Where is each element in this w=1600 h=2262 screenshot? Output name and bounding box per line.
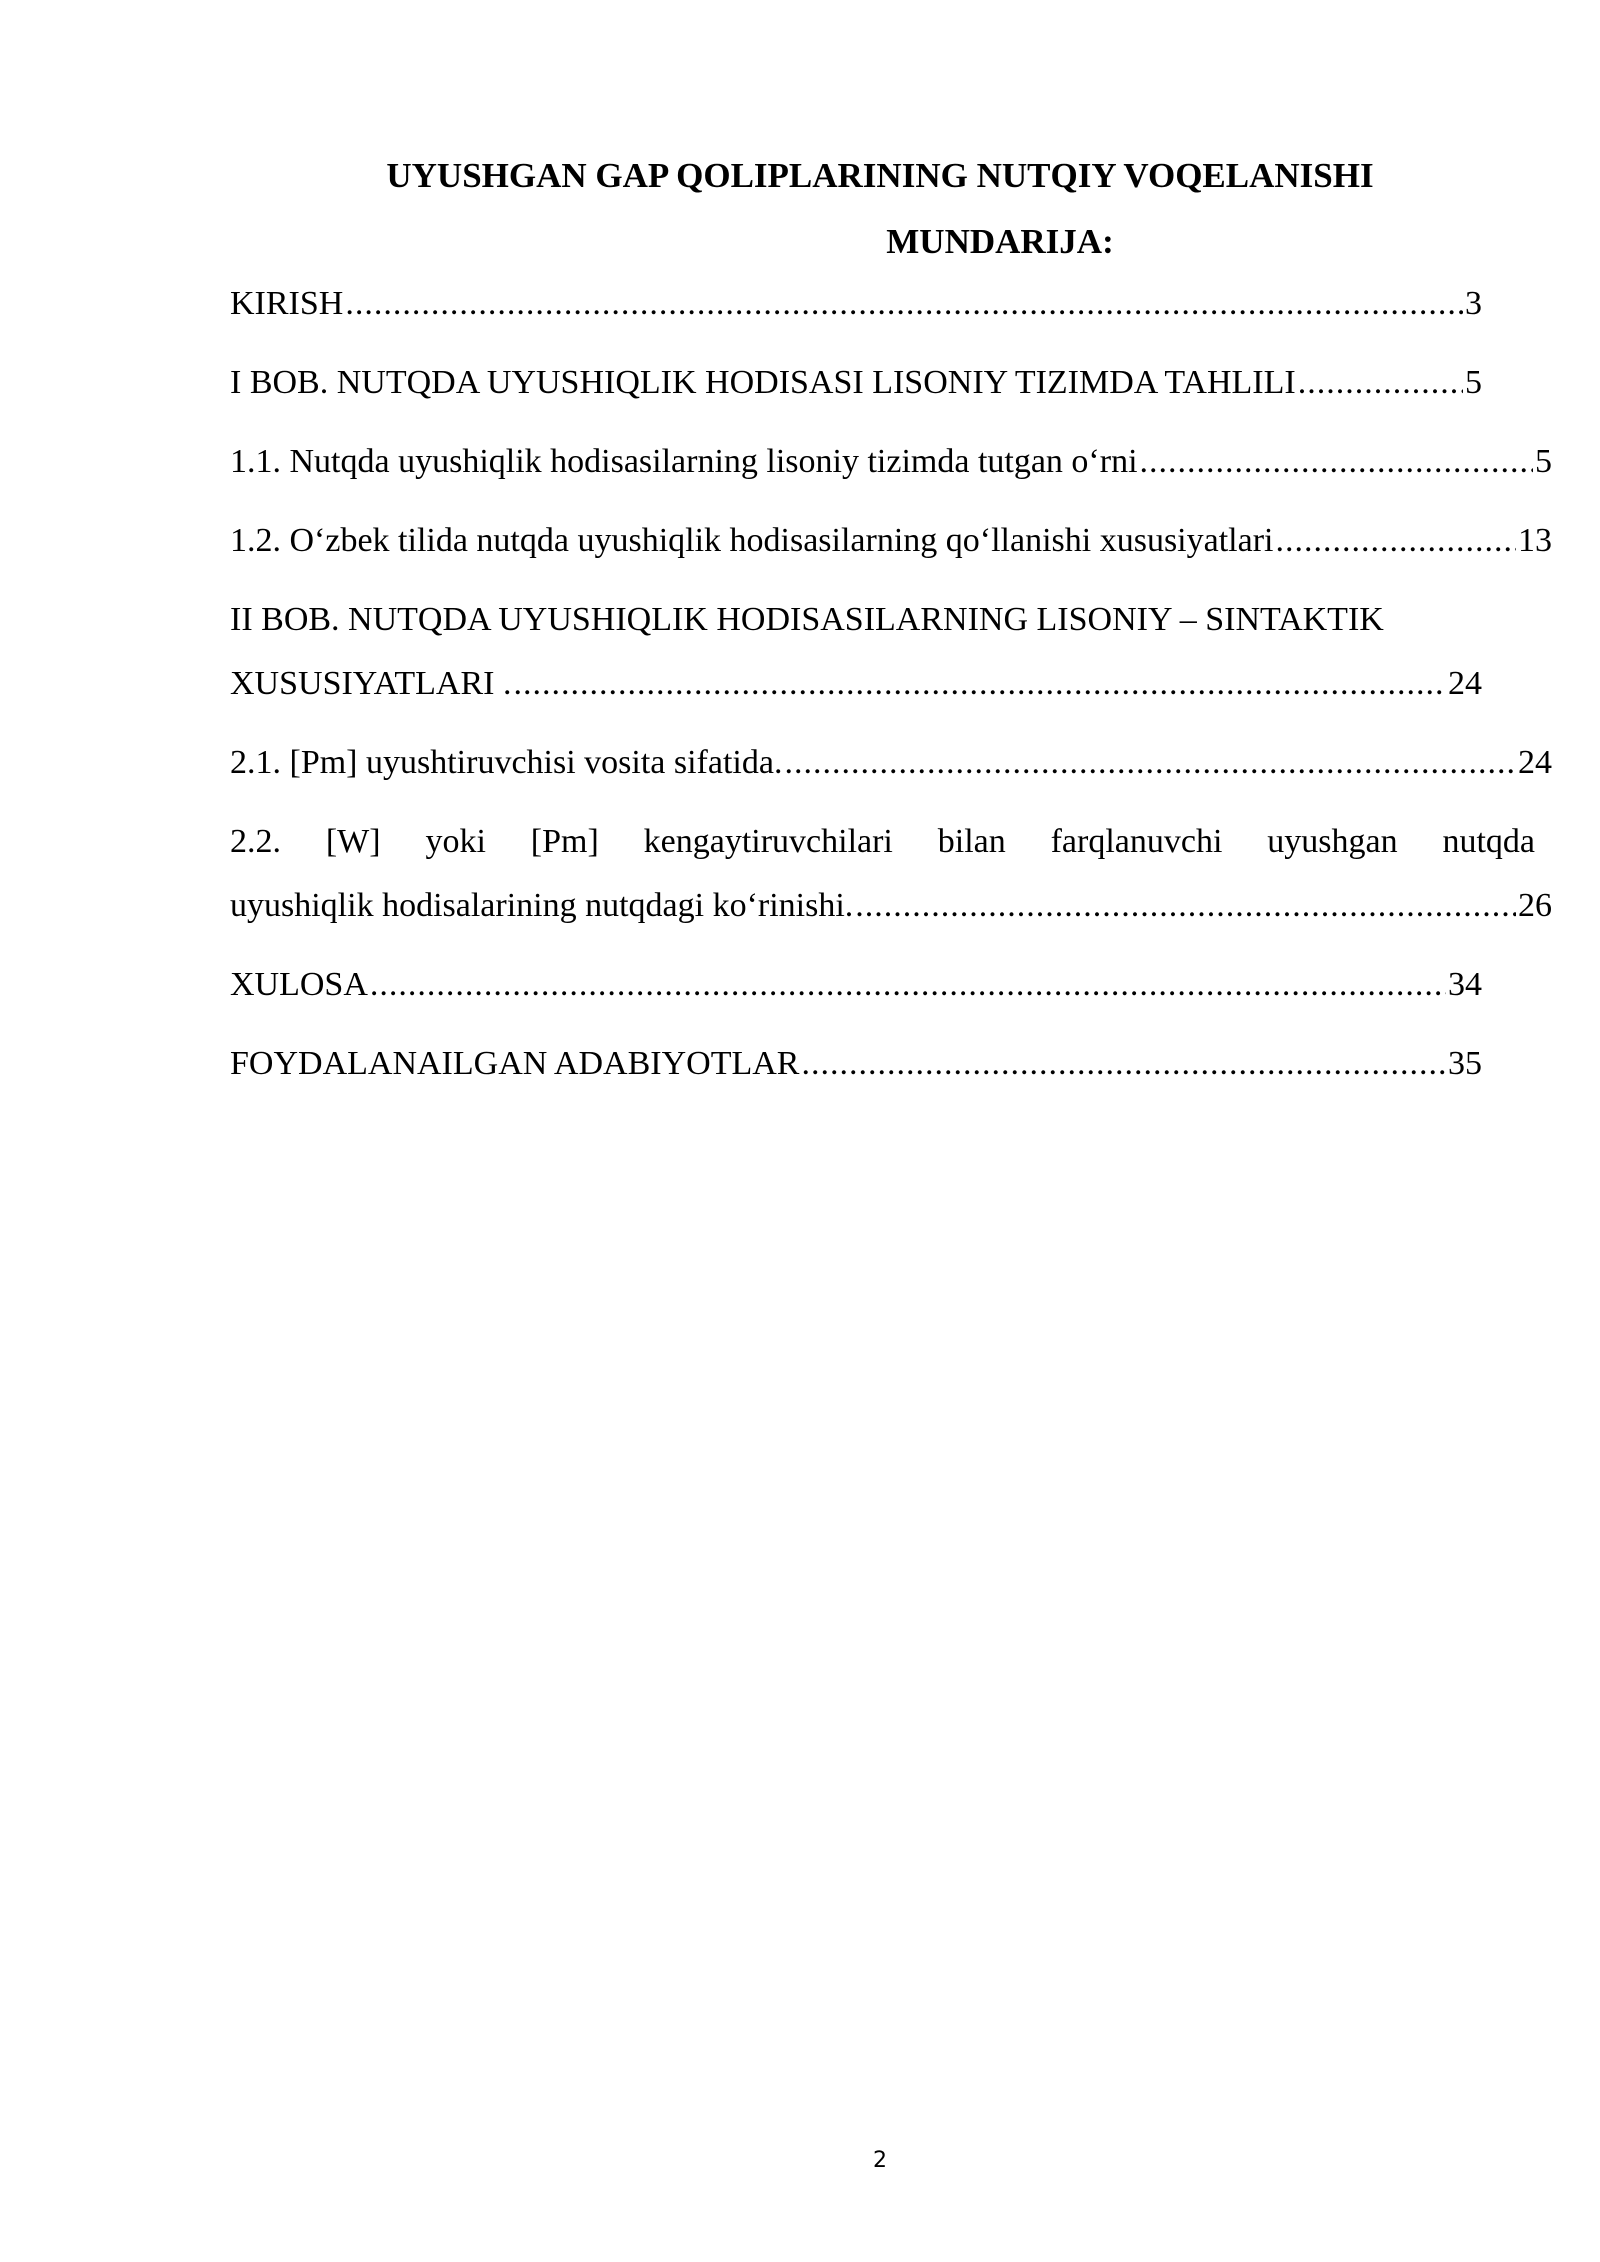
- title-word: 2.2.: [230, 823, 281, 860]
- toc-page-number: 34: [1448, 966, 1482, 1003]
- toc-entry-adabiyotlar[interactable]: [230, 1044, 1552, 1084]
- toc-entry-section-1-2[interactable]: [230, 521, 1552, 561]
- title-word: uyushgan: [1267, 823, 1398, 860]
- toc-page-number: 3: [1465, 285, 1482, 322]
- toc-entry-title: KIRISH: [230, 285, 344, 322]
- document-title: UYUSHGAN GAP QOLIPLARINING NUTQIY VOQELANISHI: [386, 156, 1374, 195]
- toc-entry-title-line-1: II BOB. NUTQDA UYUSHIQLIK HODISASILARNING LISONIY – SINTAKTIK: [230, 601, 1384, 638]
- dot-leader: [513, 664, 1446, 704]
- toc-entry-chapter-1[interactable]: [230, 363, 1552, 403]
- toc-entry-section-2-2[interactable]: [230, 822, 1552, 926]
- dot-leader: [855, 886, 1516, 926]
- contents-heading: MUNDARIJA:: [886, 222, 1114, 261]
- toc-entry-title-line-1: [230, 822, 1535, 862]
- title-word: bilan: [937, 823, 1006, 860]
- dot-leader: [784, 743, 1516, 783]
- toc-entry-xulosa[interactable]: [230, 965, 1552, 1005]
- title-word: yoki: [425, 823, 486, 860]
- toc-entry-kirish[interactable]: [230, 284, 1552, 324]
- toc-entry-title: 2.1. [Pm] uyushtiruvchisi vosita sifatida.: [230, 744, 783, 781]
- toc-page-number: 35: [1448, 1045, 1482, 1082]
- toc-entry-title: XULOSA: [230, 966, 368, 1003]
- toc-page-number: 5: [1535, 443, 1552, 480]
- dot-leader: [1298, 363, 1463, 403]
- title-word: kengaytiruvchilari: [643, 823, 893, 860]
- toc-entry-title: I BOB. NUTQDA UYUSHIQLIK HODISASI LISONIY TIZIMDA TAHLILI: [230, 364, 1296, 401]
- dot-leader: [345, 284, 1463, 324]
- toc-entry-title: FOYDALANAILGAN ADABIYOTLAR: [230, 1045, 800, 1082]
- toc-entry-section-2-1[interactable]: [230, 743, 1552, 783]
- toc-entry-chapter-2[interactable]: [230, 600, 1552, 704]
- toc-page-number: 26: [1518, 887, 1552, 924]
- dot-leader: [801, 1044, 1446, 1084]
- toc-page-number: 13: [1518, 522, 1552, 559]
- title-word: farqlanuvchi: [1050, 823, 1223, 860]
- title-word: nutqda: [1442, 823, 1535, 860]
- toc-entry-title: 1.2. O‘zbek tilida nutqda uyushiqlik hodisasilarning qo‘llanishi xususiyatlari: [230, 522, 1274, 559]
- page-number: 2: [873, 2148, 887, 2173]
- toc-page-number: 5: [1465, 364, 1482, 401]
- toc-page-number: 24: [1448, 665, 1482, 702]
- dot-leader: [370, 965, 1446, 1005]
- dot-leader: [1140, 442, 1533, 482]
- dot-leader: [1275, 521, 1516, 561]
- toc-entry-title: 1.1. Nutqda uyushiqlik hodisasilarning lisoniy tizimda tutgan o‘rni: [230, 443, 1138, 480]
- toc-entry-section-1-1[interactable]: [230, 442, 1552, 482]
- title-word: [W]: [325, 823, 381, 860]
- toc-page-number: 24: [1518, 744, 1552, 781]
- toc-entry-title-line-2: uyushiqlik hodisalarining nutqdagi ko‘rinishi.: [230, 887, 854, 924]
- table-of-contents: [230, 284, 1552, 1123]
- toc-entry-title-line-2: XUSUSIYATLARI .: [230, 665, 512, 702]
- title-word: [Pm]: [530, 823, 599, 860]
